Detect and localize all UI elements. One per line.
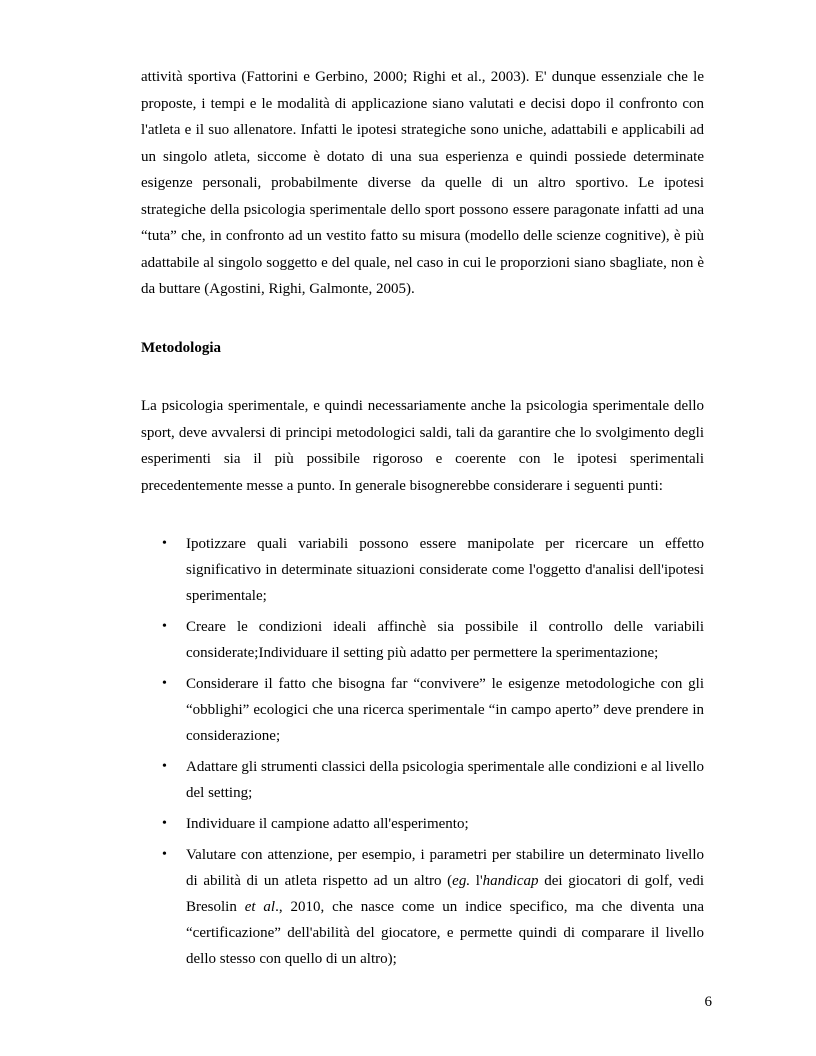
- paragraph-methodology: La psicologia sperimentale, e quindi necessariamente anche la psicologia sperimentale dello sport, deve avvalersi di principi metodologici saldi, tali da garantire che lo svolgimento degli esperimenti sia il più possibile rigoroso e coerente con le ipotesi sperimentali precedentemente messe a punto. In generale bisognerebbe considerare i seguenti punti:: [141, 398, 704, 494]
- bullet-icon: •: [162, 619, 167, 634]
- list-item-text: Creare le condizioni ideali affinchè sia possibile il controllo delle variabili considerate;Individuare il setting più adatto per permettere la sperimentazione;: [186, 619, 704, 661]
- italic-term-handicap: handicap: [482, 873, 539, 889]
- list-item: [141, 811, 704, 837]
- list-item-text-part: Valutare con attenzione, per esempio, i parametri per stabilire un determinato livello di abilità di un atleta rispetto ad un altro (: [186, 847, 704, 889]
- paragraph-continuation-block: [141, 64, 704, 303]
- italic-et-al: et al: [244, 899, 276, 915]
- italic-abbreviation-eg: eg.: [452, 873, 471, 889]
- bullet-icon: •: [162, 536, 167, 551]
- list-item: [141, 754, 704, 806]
- list-item-text-part: ., 2010, che nasce come un indice specifico, ma che diventa una “certificazione” dell'abilità del giocatore, e permette quindi di comparare il livello dello stesso con quello di un altro);: [186, 899, 704, 967]
- list-item-text-part: dei giocatori di golf, vedi Bresolin: [186, 873, 705, 915]
- bullet-icon: •: [162, 847, 167, 862]
- bullet-icon: •: [162, 816, 167, 831]
- list-item-text-part: l': [470, 873, 483, 889]
- methodology-bullet-list: [141, 531, 704, 977]
- page-number: 6: [704, 994, 712, 1010]
- bullet-icon: •: [162, 759, 167, 774]
- list-item-text: Adattare gli strumenti classici della psicologia sperimentale alle condizioni e al livello del setting;: [186, 759, 704, 801]
- list-item: [141, 842, 704, 972]
- list-item-text: Individuare il campione adatto all'esperimento;: [186, 816, 469, 832]
- list-item-text: Considerare il fatto che bisogna far “convivere” le esigenze metodologiche con gli “obblighi” ecologici che una ricerca sperimentale “in campo aperto” deve prendere in considerazione;: [186, 676, 704, 744]
- paragraph-continuation: attività sportiva (Fattorini e Gerbino, 2000; Righi et al., 2003). E' dunque essenziale che le proposte, i tempi e le modalità di applicazione siano valutati e decisi dopo il confronto con l'atleta e il suo allenatore. Infatti le ipotesi strategiche sono uniche, adattabili e applicabili ad un singolo atleta, siccome è dotato di una sua esperienza e quindi possiede determinate esigenze personali, probabilmente diverse da quelle di un altro sportivo. Le ipotesi strategiche della psicologia sperimentale dello sport possono essere paragonate infatti ad una “tuta” che, in confronto ad un vestito fatto su misura (modello delle scienze cognitive), è più adattabile al singolo soggetto e del quale, nel caso in cui le proporzioni siano sbagliate, non è da buttare (Agostini, Righi, Galmonte, 2005).: [141, 69, 704, 297]
- list-item-text: Ipotizzare quali variabili possono essere manipolate per ricercare un effetto significativo in determinate situazioni considerate come l'oggetto d'analisi dell'ipotesi sperimentale;: [186, 536, 704, 604]
- section-heading-metodologia: Metodologia: [141, 340, 221, 356]
- list-item: [141, 614, 704, 666]
- paragraph-methodology-block: [141, 393, 704, 499]
- list-item: [141, 531, 704, 609]
- list-item: [141, 671, 704, 749]
- bullet-icon: •: [162, 676, 167, 691]
